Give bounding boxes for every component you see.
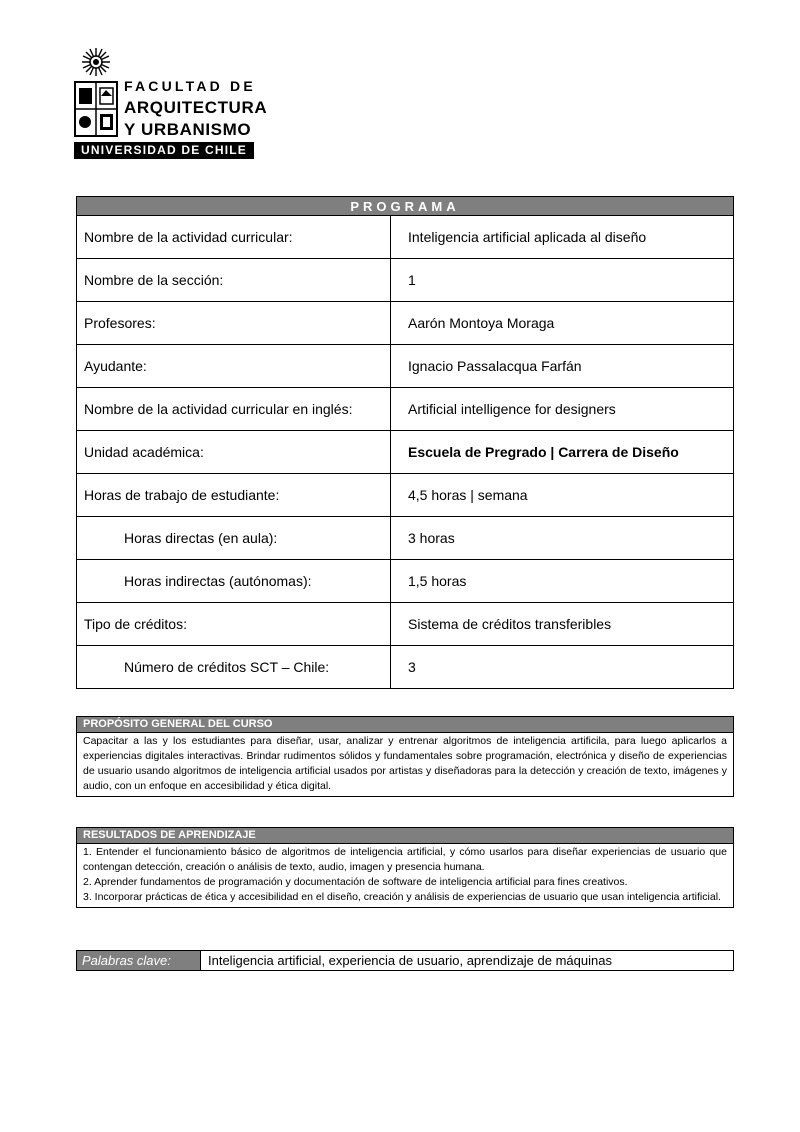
row-value: Ignacio Passalacqua Farfán: [391, 345, 734, 388]
programa-table: [76, 196, 734, 689]
list-item: 1. Entender el funcionamiento básico de algoritmos de inteligencia artificial, y cómo usarlos para diseñar experiencias de usuario que contengan detección, creación o análisis de texto, audio, imagen y presencia humana.: [83, 846, 727, 873]
row-label: Número de créditos SCT – Chile:: [77, 646, 391, 689]
table-row: [77, 474, 734, 517]
programa-title: PROGRAMA: [77, 197, 734, 216]
row-value: Escuela de Pregrado | Carrera de Diseño: [391, 431, 734, 474]
row-value: Inteligencia artificial aplicada al diseño: [391, 216, 734, 259]
row-label: Horas directas (en aula):: [77, 517, 391, 560]
row-value: 3: [391, 646, 734, 689]
faculty-logo: [74, 46, 268, 160]
table-row: [77, 431, 734, 474]
table-row: [77, 345, 734, 388]
table-row: [77, 560, 734, 603]
logo-university-bar: UNIVERSIDAD DE CHILE: [74, 142, 254, 159]
row-value: 4,5 horas | semana: [391, 474, 734, 517]
row-label: Nombre de la actividad curricular en inglés:: [77, 388, 391, 431]
row-label: Ayudante:: [77, 345, 391, 388]
logo-line-arquitectura: ARQUITECTURA: [124, 98, 268, 117]
palabras-clave-label: Palabras clave:: [77, 951, 201, 970]
row-value: Sistema de créditos transferibles: [391, 603, 734, 646]
table-row: [77, 302, 734, 345]
row-value: 1,5 horas: [391, 560, 734, 603]
list-item: 3. Incorporar prácticas de ética y accesibilidad en el diseño, creación y análisis de experiencias de usuario que usan inteligencia artificial.: [83, 891, 721, 903]
row-value: 1: [391, 259, 734, 302]
table-row: [77, 603, 734, 646]
row-label: Horas indirectas (autónomas):: [77, 560, 391, 603]
palabras-clave-value: Inteligencia artificial, experiencia de usuario, aprendizaje de máquinas: [208, 953, 612, 968]
palabras-clave: [76, 950, 734, 971]
row-label: Nombre de la sección:: [77, 259, 391, 302]
row-value: Artificial intelligence for designers: [391, 388, 734, 431]
row-label: Horas de trabajo de estudiante:: [77, 474, 391, 517]
row-label: Tipo de créditos:: [77, 603, 391, 646]
university-crest-icon: [74, 46, 118, 138]
resultados-list: [77, 844, 733, 907]
row-value: Aarón Montoya Moraga: [391, 302, 734, 345]
row-value: 3 horas: [391, 517, 734, 560]
table-row: [77, 259, 734, 302]
list-item: 2. Aprender fundamentos de programación y documentación de software de inteligencia artificial para fines creativos.: [83, 876, 628, 888]
row-label: Unidad académica:: [77, 431, 391, 474]
table-row: [77, 517, 734, 560]
table-row: [77, 216, 734, 259]
logo-line-urbanismo: Y URBANISMO: [124, 120, 252, 139]
logo-line-facultad: FACULTAD DE: [124, 78, 256, 94]
row-label: Profesores:: [77, 302, 391, 345]
proposito-title: PROPÓSITO GENERAL DEL CURSO: [77, 717, 733, 733]
proposito-section: [76, 716, 734, 797]
row-label: Nombre de la actividad curricular:: [77, 216, 391, 259]
resultados-section: [76, 827, 734, 908]
table-row: [77, 388, 734, 431]
table-row: [77, 646, 734, 689]
resultados-title: RESULTADOS DE APRENDIZAJE: [77, 828, 733, 844]
proposito-text: Capacitar a las y los estudiantes para diseñar, usar, analizar y entrenar algoritmos de inteligencia artificila, para luego aplicarlos a experiencias digitales interactivas. Brindar rudimentos sólidos y fundamentales sobre programación, electrónica y diseño de experiencias de usuario usando algoritmos de inteligencia artificial usados por artistas y diseñadoras para la detección y creación de texto, imágenes y audio, con un enfoque en accesibilidad y ética digital.: [83, 735, 727, 792]
